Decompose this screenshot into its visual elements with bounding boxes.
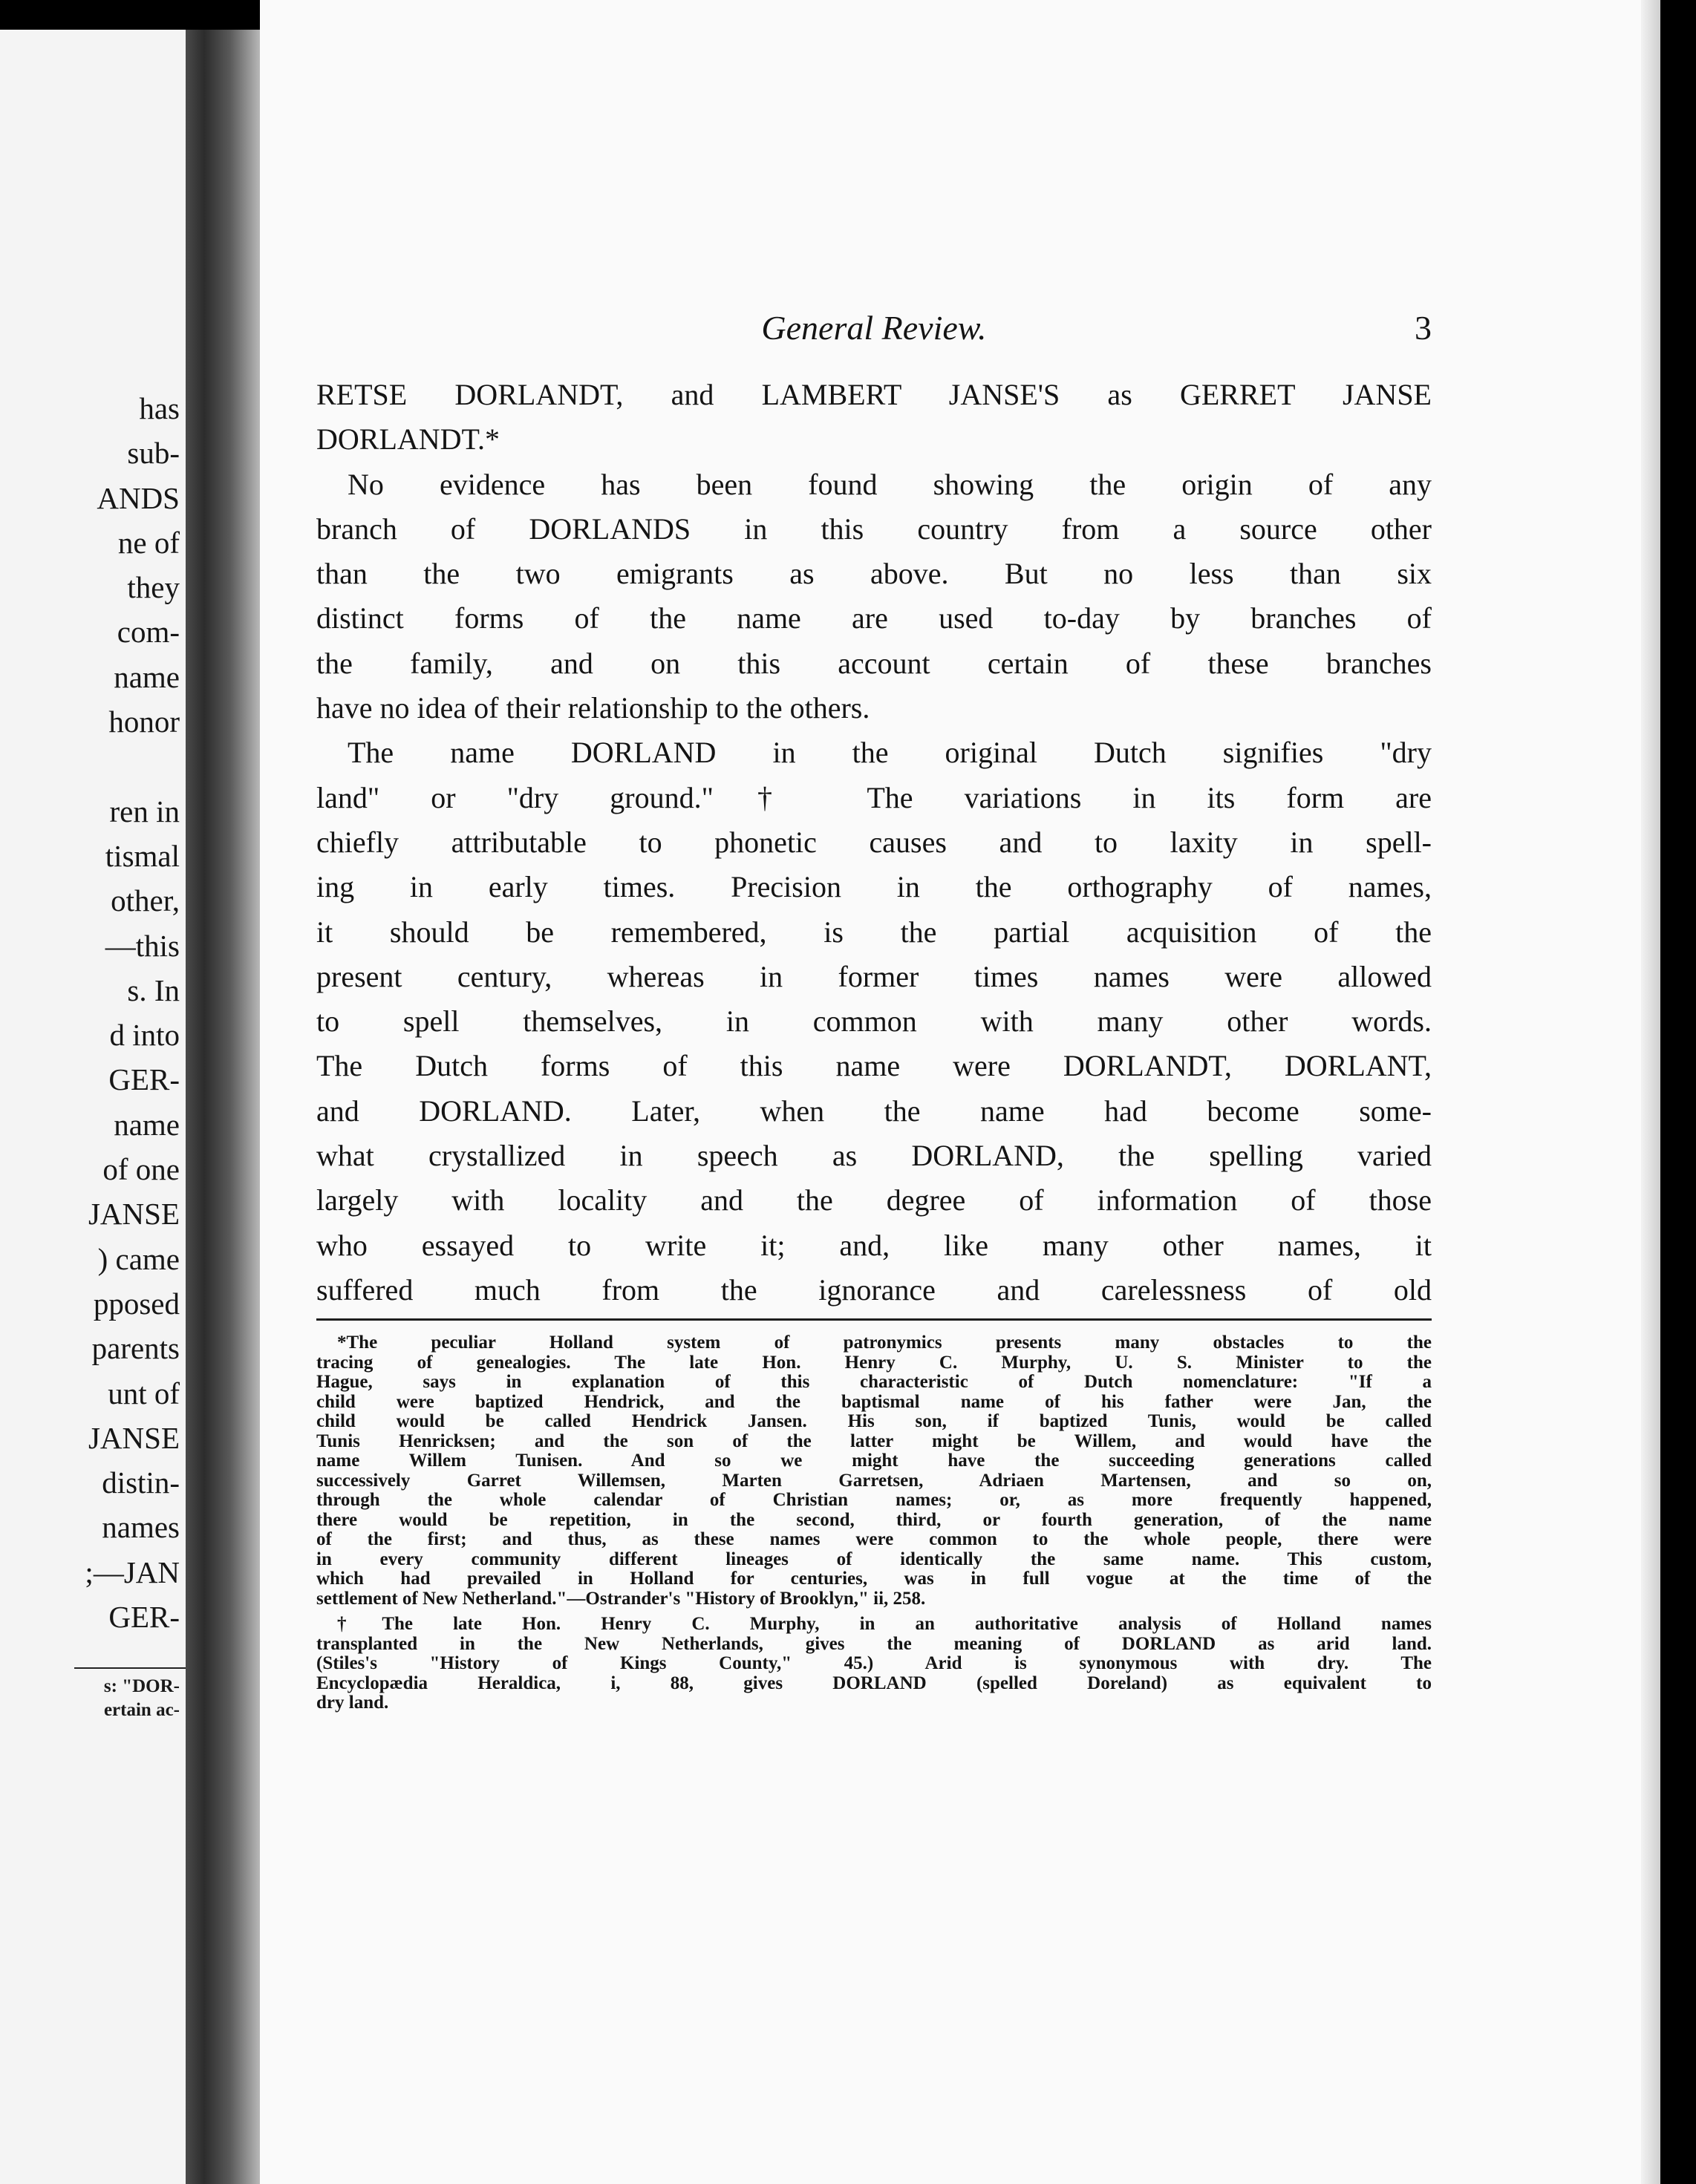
- facing-line: unt of: [108, 1376, 180, 1410]
- book-gutter: [186, 30, 260, 2184]
- body-line: The Dutch forms of this name were DORLANDT, DORLANT,: [316, 1049, 1432, 1083]
- facing-line: s. In: [127, 972, 180, 1007]
- facing-page-text: [1, 386, 180, 1639]
- footnote-line: (Stiles's "History of Kings County," 45.) Arid is synonymous with dry. The: [316, 1653, 1432, 1673]
- facing-line: ne of: [117, 525, 180, 560]
- facing-page-left: [0, 30, 186, 2184]
- book-page: [260, 0, 1660, 2184]
- body-line: ing in early times. Precision in the orthography of names,: [316, 870, 1432, 904]
- footnote-line: name Willem Tunisen. And so we might have the succeeding generations called: [316, 1451, 1432, 1471]
- body-line: have no idea of their relationship to the others.: [316, 691, 870, 725]
- page-edge-shadow: [1641, 0, 1660, 2184]
- facing-line: names: [102, 1510, 180, 1545]
- facing-line: has: [139, 391, 180, 425]
- footnote-line: successively Garret Willemsen, Marten Garretsen, Adriaen Martensen, and so on,: [316, 1470, 1432, 1491]
- body-line: The name DORLAND in the original Dutch signifies "dry: [348, 736, 1432, 770]
- facing-line: com-: [117, 615, 180, 650]
- footnote-line: child were baptized Hendrick, and the baptismal name of his father were Jan, the: [316, 1391, 1432, 1412]
- footnote-line: there would be repetition, in the second, third, or fourth generation, of the name: [316, 1509, 1432, 1530]
- footnote-line: dry land.: [316, 1693, 389, 1713]
- body-line: chiefly attributable to phonetic causes and to laxity in spell-: [316, 825, 1432, 859]
- body-line: distinct forms of the name are used to-day by branches of: [316, 601, 1432, 635]
- body-line: and DORLAND. Later, when the name had become some-: [316, 1093, 1432, 1128]
- facing-note-line: s: "DOR-: [103, 1676, 180, 1696]
- facing-line: d into: [109, 1018, 180, 1053]
- scan-border-right: [1660, 0, 1696, 2184]
- footnote-line: transplanted in the New Netherlands, gives the meaning of DORLAND as arid land.: [316, 1633, 1432, 1654]
- body-text: [316, 373, 1432, 1312]
- facing-footnote-text: [1, 1675, 180, 1722]
- running-title: General Review.: [761, 309, 987, 347]
- facing-line: ANDS: [97, 480, 180, 515]
- facing-line: ;—JAN: [85, 1554, 180, 1589]
- body-line: largely with locality and the degree of information of those: [316, 1183, 1432, 1217]
- facing-line: pposed: [93, 1286, 180, 1321]
- footnote-line: tracing of genealogies. The late Hon. Henry C. Murphy, U. S. Minister to the: [316, 1352, 1432, 1373]
- body-line: the family, and on this account certain of these branches: [316, 646, 1432, 680]
- facing-line: GER-: [108, 1062, 180, 1097]
- footnote-line: child would be called Hendrick Jansen. His son, if baptized Tunis, would be called: [316, 1411, 1432, 1431]
- facing-line: ) came: [97, 1241, 180, 1276]
- footnote-line: *The peculiar Holland system of patronymics presents many obstacles to the: [337, 1333, 1432, 1353]
- footnotes: [316, 1333, 1432, 1713]
- facing-line: ren in: [109, 794, 180, 828]
- body-line: No evidence has been found showing the origin of any: [348, 467, 1432, 501]
- facing-line: [1, 744, 180, 788]
- facing-line: distin-: [102, 1465, 180, 1500]
- body-line: RETSE DORLANDT, and LAMBERT JANSE'S as GERRET JANSE: [316, 378, 1432, 411]
- facing-line: GER-: [108, 1600, 180, 1635]
- body-line: land" or "dry ground."† The variations in its form are: [316, 780, 1432, 814]
- facing-line: JANSE: [88, 1420, 180, 1455]
- footnote-line: through the whole calendar of Christian names; or, as more frequently happened,: [316, 1490, 1432, 1510]
- facing-line: honor: [108, 704, 180, 739]
- footnote-line: Hague, says in explanation of this characteristic of Dutch nomenclature: "If a: [316, 1372, 1432, 1392]
- footnote-line: Encyclopædia Heraldica, i, 88, gives DORLAND (spelled Doreland) as equivalent to: [316, 1673, 1432, 1693]
- facing-line: they: [127, 570, 180, 605]
- page-number: 3: [1415, 309, 1432, 347]
- facing-line: tismal: [105, 838, 180, 873]
- footnote-rule: [316, 1318, 1432, 1321]
- body-line: present century, whereas in former times names were allowed: [316, 959, 1432, 993]
- body-line: branch of DORLANDS in this country from a source other: [316, 511, 1432, 546]
- footnote-line: settlement of New Netherland."—Ostrander's "History of Brooklyn," ii, 258.: [316, 1588, 926, 1609]
- body-line: who essayed to write it; and, like many other names, it: [316, 1228, 1432, 1262]
- body-line: it should be remembered, is the partial acquisition of the: [316, 915, 1432, 949]
- body-line: to spell themselves, in common with many other words.: [316, 1004, 1432, 1039]
- facing-note-line: ertain ac-: [103, 1700, 180, 1720]
- facing-line: parents: [91, 1331, 180, 1366]
- facing-line: other,: [111, 883, 180, 918]
- footnote-line: of the first; and thus, as these names were common to the whole people, there were: [316, 1529, 1432, 1549]
- facing-line: —this: [105, 928, 180, 963]
- footnote-line: in every community different lineages of identically the same name. This custom,: [316, 1549, 1432, 1569]
- body-line: than the two emigrants as above. But no less than six: [316, 557, 1432, 591]
- body-line: what crystallized in speech as DORLAND, the spelling varied: [316, 1139, 1432, 1173]
- footnote-line: †The late Hon. Henry C. Murphy, in an authoritative analysis of Holland names: [337, 1614, 1432, 1634]
- footnote-line: which had prevailed in Holland for centuries, was in full vogue at the time of the: [316, 1569, 1432, 1589]
- facing-line: sub-: [127, 436, 180, 471]
- running-head: [316, 308, 1432, 353]
- facing-line: of one: [102, 1152, 180, 1187]
- footnote-line: Tunis Henricksen; and the son of the latter might be Willem, and would have the: [316, 1431, 1432, 1451]
- body-line: DORLANDT.*: [316, 422, 500, 457]
- facing-footnote-rule: [74, 1667, 186, 1669]
- facing-line: name: [114, 1107, 180, 1142]
- body-line: suffered much from the ignorance and carelessness of old: [316, 1272, 1432, 1307]
- facing-line: JANSE: [88, 1197, 180, 1232]
- facing-line: name: [114, 659, 180, 694]
